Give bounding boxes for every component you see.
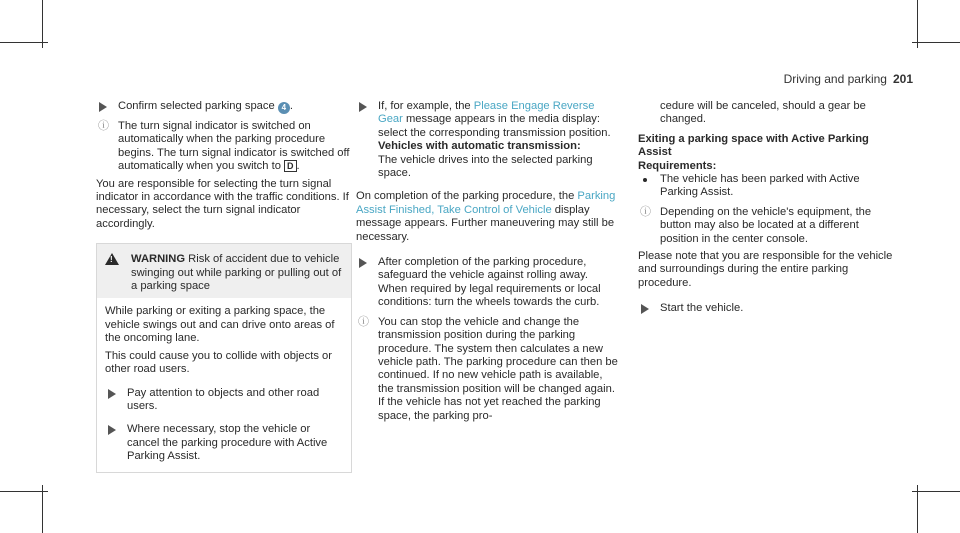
crop-mark — [912, 42, 960, 43]
page-header — [784, 73, 913, 86]
column-3 — [638, 100, 900, 316]
arrow-right-icon — [99, 102, 107, 112]
warning-header — [97, 244, 351, 298]
arrow-right-icon — [359, 102, 367, 112]
note-turn-signal: ⓘ The turn signal indicator is switched on automatically when the parking procedure begins. The turn signal indicator is switched off automatically when you switch to D . — [98, 120, 350, 173]
section-title: Driving and parking — [783, 72, 887, 86]
bullet-icon — [643, 178, 647, 182]
warning-step-attention: Pay attention to objects and other road users. — [105, 387, 343, 414]
note-button-location: ⓘ Depending on the vehicle's equipment, the button may also be located at a different position in the center console. — [640, 205, 872, 245]
arrow-right-icon — [108, 389, 116, 399]
display-message-reverse: Please Engage Reverse Gear — [378, 100, 595, 126]
step-safeguard: After completion of the parking procedure, safeguard the vehicle against rolling away. When required by legal requirements or local conditions: turn the wheels towards the curb. — [356, 256, 618, 310]
column-1 — [96, 100, 352, 473]
crop-mark — [42, 0, 43, 48]
paragraph-surroundings: Please note that you are responsible for the vehicle and surroundings during the entire parking procedure. — [638, 250, 893, 289]
section-heading: Exiting a parking space with Active Parking Assist — [638, 132, 869, 159]
step-start-vehicle: Start the vehicle. — [638, 302, 900, 315]
step-engage-reverse: If, for example, the Please Engage Reverse Gear message appears in the media display: select the corresponding transmission position. Vehicles with automatic transmission: The vehicle drives into the selected parking space. — [356, 100, 618, 180]
note-continuation: cedure will be canceled, should a gear be changed. — [660, 100, 866, 126]
crop-mark — [917, 485, 918, 533]
paragraph-responsibility: You are responsible for selecting the turn signal indicator in accordance with the traffic conditions. If necessary, select the turn signal indicator accordingly. — [96, 177, 349, 230]
crop-mark — [42, 485, 43, 533]
warning-label: WARNING — [131, 253, 186, 266]
crop-mark — [912, 491, 960, 492]
display-message-finished: Parking Assist Finished, Take Control of Vehicle — [356, 190, 616, 216]
requirement-item: The vehicle has been parked with Active Parking Assist. — [638, 173, 900, 200]
info-icon: ⓘ — [358, 315, 369, 328]
crop-mark — [0, 42, 48, 43]
gear-d-icon: D — [284, 160, 297, 172]
column-2 — [356, 100, 618, 423]
paragraph-completion: On completion of the parking procedure, the Parking Assist Finished, Take Control of Vehicle display message appears. Further maneuvering may still be necessary. — [356, 190, 616, 243]
warning-step-stop: Where necessary, stop the vehicle or cancel the parking procedure with Active Parking Assist. — [105, 423, 343, 463]
arrow-right-icon — [359, 258, 367, 268]
info-icon: ⓘ — [98, 120, 109, 132]
crop-mark — [917, 0, 918, 48]
warning-triangle-icon — [105, 253, 119, 265]
requirements-label: Requirements: — [638, 159, 717, 172]
crop-mark — [0, 491, 48, 492]
arrow-right-icon — [108, 425, 116, 435]
warning-box — [96, 243, 352, 472]
warning-body: While parking or exiting a parking space, the vehicle swings out and can drive onto areas of the oncoming lane. This could cause you to collide with objects or other road users. Pay attention to objects and other road users. Where necessary, stop the vehicle or cancel the parking procedure with Active Parking Assist. — [97, 298, 351, 471]
step-confirm-space: Confirm selected parking space 4 . — [96, 100, 352, 114]
sub-heading-automatic: Vehicles with automatic transmission: — [378, 140, 581, 153]
callout-badge: 4 — [278, 102, 290, 114]
page-number: 201 — [892, 72, 913, 86]
note-transmission: ⓘ You can stop the vehicle and change the transmission position during the parking procedure. The system then calculates a new vehicle path. The parking procedure can then be continued. If no new vehicle path is available, the transmission position will be changed again. If the vehicle has not yet reached the parking space, the parking pro- — [358, 315, 618, 422]
warning-title: Risk of accident due to vehicle swinging out while parking or pulling out of a parking space — [131, 253, 342, 293]
arrow-right-icon — [641, 304, 649, 314]
info-icon: ⓘ — [640, 205, 651, 218]
